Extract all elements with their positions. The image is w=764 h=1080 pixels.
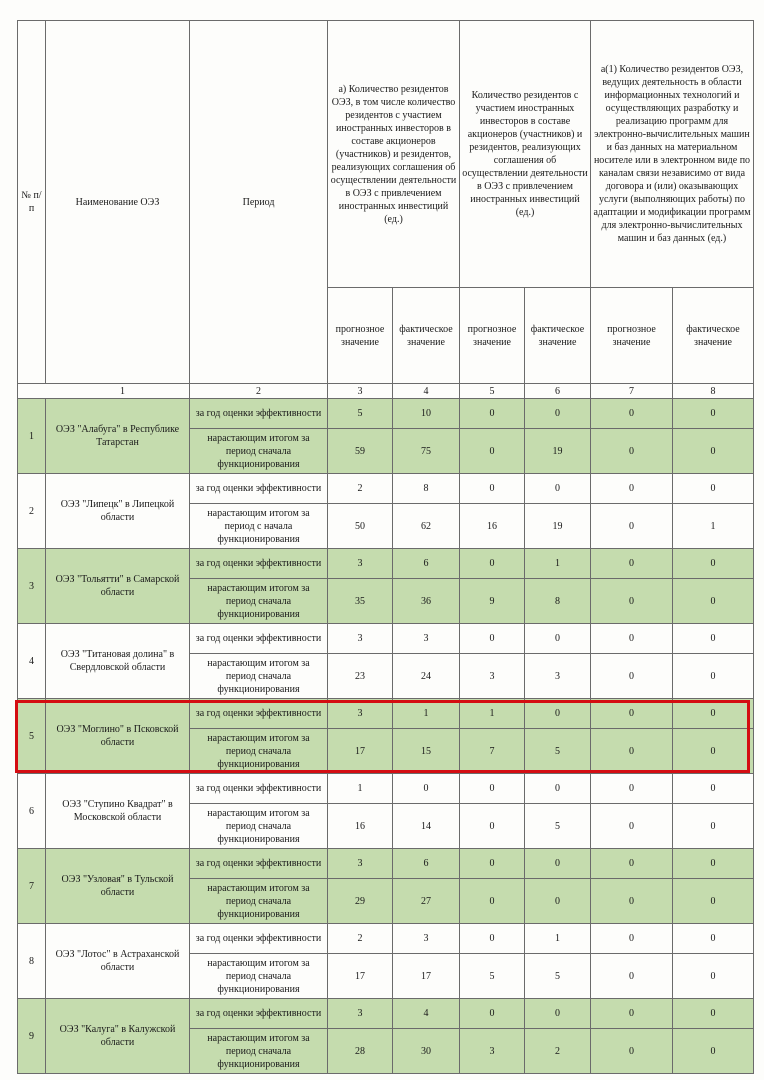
column-index-1: 1	[18, 384, 190, 399]
header-actual-6: фактическое значение	[525, 288, 591, 384]
value-cell: 0	[591, 624, 673, 654]
period-cumulative-label: нарастающим итогом за период сначала функционирования	[190, 654, 328, 699]
value-cell: 0	[673, 729, 754, 774]
period-year-label: за год оценки эффективности	[190, 849, 328, 879]
value-cell: 0	[591, 654, 673, 699]
column-index-3: 3	[328, 384, 393, 399]
value-cell: 0	[591, 804, 673, 849]
value-cell: 0	[591, 399, 673, 429]
column-index-6: 6	[525, 384, 591, 399]
value-cell: 0	[673, 879, 754, 924]
value-cell: 0	[673, 549, 754, 579]
zone-row-year	[18, 699, 754, 729]
value-cell: 3	[328, 624, 393, 654]
value-cell: 36	[393, 579, 460, 624]
value-cell: 0	[525, 999, 591, 1029]
value-cell: 0	[591, 999, 673, 1029]
zone-row-year	[18, 774, 754, 804]
value-cell: 59	[328, 429, 393, 474]
value-cell: 2	[525, 1029, 591, 1074]
value-cell: 0	[460, 879, 525, 924]
header-forecast-5: прогнозное значение	[460, 288, 525, 384]
value-cell: 2	[328, 474, 393, 504]
zone-row-year	[18, 924, 754, 954]
value-cell: 17	[328, 954, 393, 999]
value-cell: 0	[525, 474, 591, 504]
value-cell: 0	[460, 999, 525, 1029]
value-cell: 0	[525, 699, 591, 729]
value-cell: 0	[591, 474, 673, 504]
period-year-label: за год оценки эффективности	[190, 474, 328, 504]
value-cell: 1	[525, 924, 591, 954]
header-actual-4: фактическое значение	[393, 288, 460, 384]
value-cell: 4	[393, 999, 460, 1029]
value-cell: 1	[328, 774, 393, 804]
period-year-label: за год оценки эффективности	[190, 624, 328, 654]
value-cell: 0	[673, 699, 754, 729]
zone-name: ОЭЗ "Лотос" в Астраханской области	[46, 924, 190, 999]
value-cell: 3	[328, 849, 393, 879]
value-cell: 0	[525, 774, 591, 804]
value-cell: 19	[525, 429, 591, 474]
header-num: № п/п	[18, 21, 46, 384]
zone-number: 7	[18, 849, 46, 924]
period-cumulative-label: нарастающим итогом за период сначала функционирования	[190, 1029, 328, 1074]
value-cell: 5	[460, 954, 525, 999]
value-cell: 0	[591, 849, 673, 879]
value-cell: 0	[460, 474, 525, 504]
value-cell: 0	[591, 774, 673, 804]
zone-row-year	[18, 474, 754, 504]
period-cumulative-label: нарастающим итогом за период сначала функционирования	[190, 579, 328, 624]
value-cell: 0	[591, 549, 673, 579]
period-year-label: за год оценки эффективности	[190, 399, 328, 429]
zone-name: ОЭЗ "Узловая" в Тульской области	[46, 849, 190, 924]
value-cell: 3	[393, 924, 460, 954]
value-cell: 0	[673, 429, 754, 474]
value-cell: 0	[673, 804, 754, 849]
zone-name: ОЭЗ "Тольятти" в Самарской области	[46, 549, 190, 624]
value-cell: 29	[328, 879, 393, 924]
value-cell: 23	[328, 654, 393, 699]
value-cell: 75	[393, 429, 460, 474]
value-cell: 0	[460, 849, 525, 879]
value-cell: 16	[460, 504, 525, 549]
value-cell: 3	[460, 654, 525, 699]
value-cell: 1	[393, 699, 460, 729]
value-cell: 0	[673, 579, 754, 624]
header-forecast-7: прогнозное значение	[591, 288, 673, 384]
value-cell: 0	[525, 879, 591, 924]
period-year-label: за год оценки эффективности	[190, 924, 328, 954]
value-cell: 0	[591, 429, 673, 474]
value-cell: 15	[393, 729, 460, 774]
header-group-c: а(1) Количество резидентов ОЭЗ, ведущих деятельность в области информационных технологий и осуществляющих разработку и реализацию программ для электронно-вычислительных машин и баз данных на материальном носителе или в электронном виде по каналам связи независимо от вида договора и (или) оказывающих услуги (выполняющих работы) по адаптации и модификации программ для электронно-вычислительных машин и баз данных (ед.)	[591, 21, 754, 288]
column-index-4: 4	[393, 384, 460, 399]
column-index-2: 2	[190, 384, 328, 399]
column-index-5: 5	[460, 384, 525, 399]
value-cell: 0	[673, 1029, 754, 1074]
value-cell: 6	[393, 849, 460, 879]
value-cell: 5	[525, 804, 591, 849]
period-year-label: за год оценки эффективности	[190, 549, 328, 579]
value-cell: 5	[328, 399, 393, 429]
value-cell: 16	[328, 804, 393, 849]
header-group-b: Количество резидентов с участием иностранных инвесторов в составе акционеров (участников) и резидентов, реализующих соглашения об осуществлении деятельности в ОЭЗ с привлечением иностранных инвестиций (ед.)	[460, 21, 591, 288]
zone-number: 2	[18, 474, 46, 549]
value-cell: 0	[591, 699, 673, 729]
zone-row-year	[18, 399, 754, 429]
period-cumulative-label: нарастающим итогом за период сначала функционирования	[190, 804, 328, 849]
value-cell: 0	[673, 774, 754, 804]
value-cell: 0	[591, 879, 673, 924]
zone-row-year	[18, 849, 754, 879]
zone-name: ОЭЗ "Ступино Квадрат" в Московской области	[46, 774, 190, 849]
value-cell: 0	[460, 549, 525, 579]
value-cell: 0	[393, 774, 460, 804]
zone-number: 9	[18, 999, 46, 1074]
header-forecast-3: прогнозное значение	[328, 288, 393, 384]
column-index-8: 8	[673, 384, 754, 399]
zone-number: 8	[18, 924, 46, 999]
value-cell: 3	[393, 624, 460, 654]
value-cell: 10	[393, 399, 460, 429]
header-group-a: а) Количество резидентов ОЭЗ, в том числе количество резидентов с участием иностранных инвесторов в составе акционеров (участников) и резидентов, реализующих соглашения об осуществлении деятельности в ОЭЗ с привлечением иностранных инвестиций (ед.)	[328, 21, 460, 288]
zone-row-year	[18, 999, 754, 1029]
value-cell: 0	[673, 399, 754, 429]
value-cell: 2	[328, 924, 393, 954]
value-cell: 17	[328, 729, 393, 774]
value-cell: 0	[525, 624, 591, 654]
oez-residents-table	[17, 20, 754, 1074]
value-cell: 5	[525, 954, 591, 999]
period-year-label: за год оценки эффективности	[190, 699, 328, 729]
value-cell: 0	[460, 804, 525, 849]
header-name: Наименование ОЭЗ	[46, 21, 190, 384]
value-cell: 0	[460, 924, 525, 954]
value-cell: 30	[393, 1029, 460, 1074]
value-cell: 28	[328, 1029, 393, 1074]
period-cumulative-label: нарастающим итогом за период сначала функционирования	[190, 729, 328, 774]
value-cell: 1	[460, 699, 525, 729]
value-cell: 1	[525, 549, 591, 579]
value-cell: 0	[673, 924, 754, 954]
zone-number: 4	[18, 624, 46, 699]
header-actual-8: фактическое значение	[673, 288, 754, 384]
value-cell: 0	[673, 474, 754, 504]
value-cell: 8	[393, 474, 460, 504]
value-cell: 5	[525, 729, 591, 774]
value-cell: 3	[460, 1029, 525, 1074]
value-cell: 0	[460, 774, 525, 804]
value-cell: 50	[328, 504, 393, 549]
period-cumulative-label: нарастающим итогом за период с начала функционирования	[190, 504, 328, 549]
value-cell: 0	[591, 504, 673, 549]
value-cell: 9	[460, 579, 525, 624]
zone-name: ОЭЗ "Титановая долина" в Свердловской области	[46, 624, 190, 699]
period-year-label: за год оценки эффективности	[190, 774, 328, 804]
value-cell: 1	[673, 504, 754, 549]
value-cell: 0	[525, 849, 591, 879]
value-cell: 0	[673, 624, 754, 654]
value-cell: 0	[673, 999, 754, 1029]
value-cell: 0	[591, 954, 673, 999]
period-cumulative-label: нарастающим итогом за период сначала функционирования	[190, 954, 328, 999]
column-index-row	[18, 384, 754, 399]
value-cell: 0	[673, 654, 754, 699]
zone-number: 5	[18, 699, 46, 774]
value-cell: 0	[591, 1029, 673, 1074]
value-cell: 3	[328, 699, 393, 729]
value-cell: 0	[460, 429, 525, 474]
value-cell: 6	[393, 549, 460, 579]
value-cell: 24	[393, 654, 460, 699]
value-cell: 3	[328, 999, 393, 1029]
zone-row-year	[18, 624, 754, 654]
header-row-main	[18, 21, 754, 288]
value-cell: 7	[460, 729, 525, 774]
zone-name: ОЭЗ "Калуга" в Калужской области	[46, 999, 190, 1074]
value-cell: 0	[591, 924, 673, 954]
value-cell: 0	[460, 624, 525, 654]
zone-number: 6	[18, 774, 46, 849]
value-cell: 0	[673, 954, 754, 999]
value-cell: 3	[525, 654, 591, 699]
column-index-7: 7	[591, 384, 673, 399]
zone-row-year	[18, 549, 754, 579]
value-cell: 8	[525, 579, 591, 624]
value-cell: 0	[673, 849, 754, 879]
period-cumulative-label: нарастающим итогом за период сначала функционирования	[190, 879, 328, 924]
value-cell: 19	[525, 504, 591, 549]
value-cell: 0	[525, 399, 591, 429]
value-cell: 14	[393, 804, 460, 849]
header-period: Период	[190, 21, 328, 384]
value-cell: 0	[591, 579, 673, 624]
value-cell: 62	[393, 504, 460, 549]
zone-name: ОЭЗ "Моглино" в Псковской области	[46, 699, 190, 774]
value-cell: 27	[393, 879, 460, 924]
value-cell: 0	[591, 729, 673, 774]
value-cell: 3	[328, 549, 393, 579]
value-cell: 35	[328, 579, 393, 624]
zone-number: 3	[18, 549, 46, 624]
period-cumulative-label: нарастающим итогом за период сначала функционирования	[190, 429, 328, 474]
period-year-label: за год оценки эффективности	[190, 999, 328, 1029]
zone-name: ОЭЗ "Липецк" в Липецкой области	[46, 474, 190, 549]
zone-name: ОЭЗ "Алабуга" в Республике Татарстан	[46, 399, 190, 474]
value-cell: 17	[393, 954, 460, 999]
value-cell: 0	[460, 399, 525, 429]
zone-number: 1	[18, 399, 46, 474]
